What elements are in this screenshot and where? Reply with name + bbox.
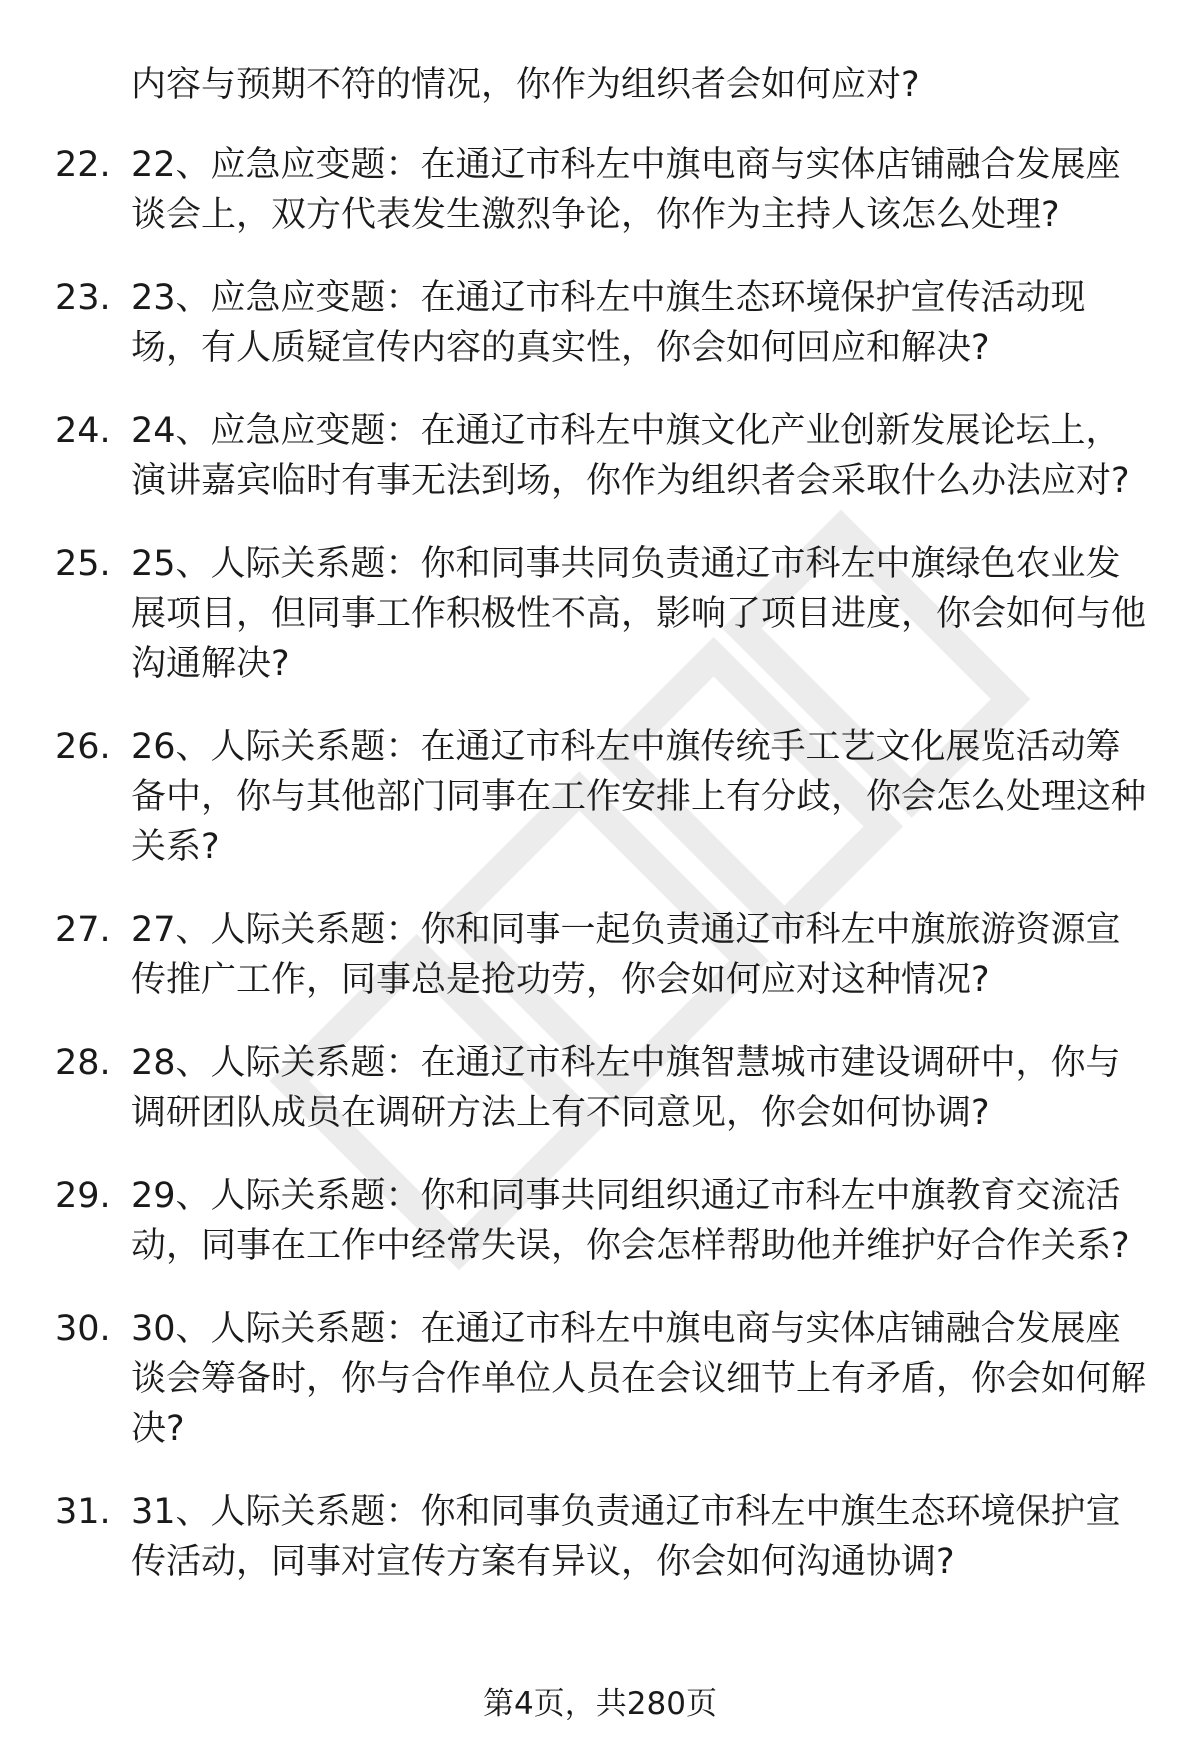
item-text: 25、人际关系题：你和同事共同负责通辽市科左中旗绿色农业发展项目，但同事工作积极性不高，影响了项目进度，你会如何与他沟通解决? <box>131 544 1147 684</box>
list-item <box>0 722 1200 872</box>
item-number: 23. <box>55 278 111 318</box>
list-item <box>0 1304 1200 1454</box>
list-item <box>0 1038 1200 1138</box>
item-number: 26. <box>55 727 111 767</box>
item-number: 28. <box>55 1043 111 1083</box>
question-list <box>0 140 1200 1620</box>
list-item <box>0 905 1200 1005</box>
list-item <box>0 406 1200 506</box>
item-number: 22. <box>55 145 111 185</box>
item-text: 26、人际关系题：在通辽市科左中旗传统手工艺文化展览活动筹备中，你与其他部门同事在工作安排上有分歧，你会怎么处理这种关系? <box>131 727 1147 867</box>
item-text: 22、应急应变题：在通辽市科左中旗电商与实体店铺融合发展座谈会上，双方代表发生激烈争论，你作为主持人该怎么处理? <box>131 145 1121 235</box>
list-item <box>0 140 1200 240</box>
item-number: 29. <box>55 1176 111 1216</box>
item-text: 23、应急应变题：在通辽市科左中旗生态环境保护宣传活动现场，有人质疑宣传内容的真实性，你会如何回应和解决? <box>131 278 1086 368</box>
list-item <box>0 273 1200 373</box>
item-text: 27、人际关系题：你和同事一起负责通辽市科左中旗旅游资源宣传推广工作，同事总是抢功劳，你会如何应对这种情况? <box>131 910 1121 1000</box>
item-number: 24. <box>55 411 111 451</box>
list-item <box>0 1171 1200 1271</box>
item-number: 27. <box>55 910 111 950</box>
item-text: 29、人际关系题：你和同事共同组织通辽市科左中旗教育交流活动，同事在工作中经常失误，你会怎样帮助他并维护好合作关系? <box>131 1176 1130 1266</box>
item-text: 30、人际关系题：在通辽市科左中旗电商与实体店铺融合发展座谈会筹备时，你与合作单位人员在会议细节上有矛盾，你会如何解决? <box>131 1309 1147 1449</box>
list-item <box>0 539 1200 689</box>
page-footer: 第4页，共280页 <box>483 1686 717 1722</box>
list-item <box>0 1487 1200 1587</box>
item-text: 28、人际关系题：在通辽市科左中旗智慧城市建设调研中，你与调研团队成员在调研方法上有不同意见，你会如何协调? <box>131 1043 1121 1133</box>
continuation-text: 内容与预期不符的情况，你作为组织者会如何应对? <box>131 65 920 105</box>
item-number: 30. <box>55 1309 111 1349</box>
item-text: 24、应急应变题：在通辽市科左中旗文化产业创新发展论坛上，演讲嘉宾临时有事无法到场，你作为组织者会采取什么办法应对? <box>131 411 1130 501</box>
item-number: 25. <box>55 544 111 584</box>
item-text: 31、人际关系题：你和同事负责通辽市科左中旗生态环境保护宣传活动，同事对宣传方案有异议，你会如何沟通协调? <box>131 1492 1121 1582</box>
item-number: 31. <box>55 1492 111 1532</box>
